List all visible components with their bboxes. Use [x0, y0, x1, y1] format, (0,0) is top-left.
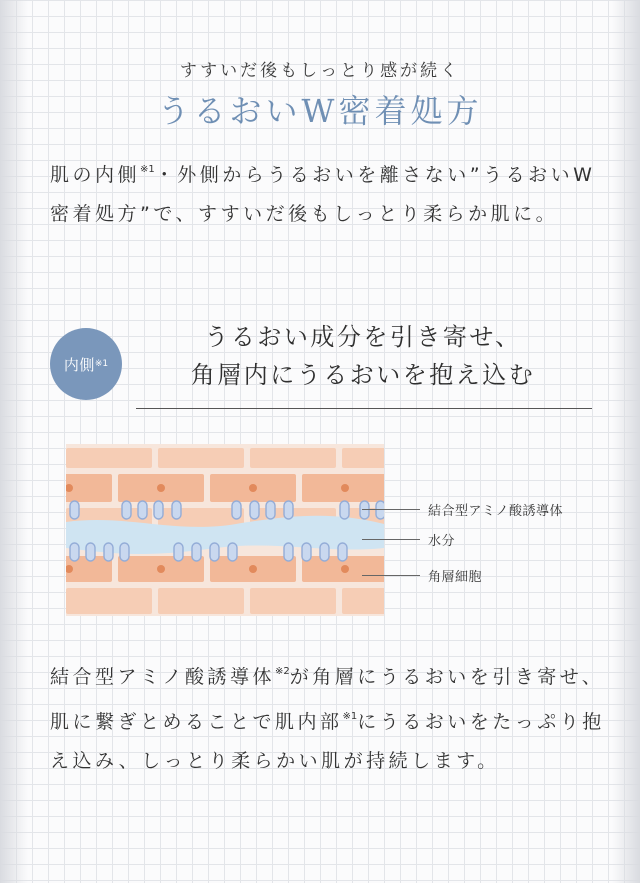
- skin-cell: [342, 448, 384, 468]
- amino-capsule: [376, 501, 384, 519]
- amino-capsule: [360, 501, 369, 519]
- inner-badge-note: ※1: [94, 359, 109, 369]
- intro-note-1: ※1: [140, 164, 155, 175]
- intro-text-2: ・外側からうるおいを離さない”うるおいW密着処方”で、すすいだ後もしっとり柔らか肌に。: [50, 164, 596, 225]
- amino-capsule: [172, 501, 181, 519]
- inner-badge: [50, 328, 122, 400]
- inner-heading-line-1: うるおい成分を引き寄せ、: [204, 323, 522, 351]
- amino-capsule: [320, 543, 329, 561]
- amino-capsule: [228, 543, 237, 561]
- amino-capsule: [104, 543, 113, 561]
- left-edge-shade: [0, 0, 28, 883]
- stratum-leader-line: [362, 575, 420, 576]
- body-note-2: ※2: [275, 666, 290, 677]
- intro-paragraph: [50, 150, 610, 234]
- skin-layer-diagram: [66, 444, 384, 616]
- cell-nucleus-dot: [341, 484, 349, 492]
- amino-capsule: [122, 501, 131, 519]
- amino-capsule: [70, 543, 79, 561]
- skin-cell: [66, 448, 152, 468]
- amino-capsule: [86, 543, 95, 561]
- skin-cell: [250, 588, 336, 614]
- skin-cell: [158, 588, 244, 614]
- label-water: 水分: [428, 534, 456, 549]
- skin-cell: [66, 588, 152, 614]
- cell-nucleus-dot: [249, 484, 257, 492]
- amino-leader-line: [362, 509, 420, 510]
- amino-capsule: [266, 501, 275, 519]
- amino-capsule: [284, 543, 293, 561]
- cell-nucleus-dot: [157, 565, 165, 573]
- body-text-1: 結合型アミノ酸誘導体: [50, 666, 276, 688]
- amino-capsule: [192, 543, 201, 561]
- body-text-2: が角層にうるおいを引き寄せ、肌に繋ぎとめることで肌内部: [50, 666, 605, 733]
- cell-nucleus-dot: [249, 565, 257, 573]
- amino-capsule: [284, 501, 293, 519]
- inner-heading: [136, 318, 590, 394]
- label-stratum-corneum-cells: 角層細胞: [428, 570, 483, 585]
- amino-capsule: [210, 543, 219, 561]
- amino-capsule: [154, 501, 163, 519]
- body-text-3: にうるおいをたっぷり抱え込み、しっとり柔らかい肌が持続します。: [50, 711, 605, 772]
- amino-capsule: [338, 543, 347, 561]
- amino-capsule: [70, 501, 79, 519]
- skin-cell: [250, 448, 336, 468]
- body-paragraph: [50, 652, 614, 781]
- amino-capsule: [302, 543, 311, 561]
- amino-capsule: [250, 501, 259, 519]
- amino-capsule: [174, 543, 183, 561]
- skin-cell: [158, 448, 244, 468]
- body-note-3: ※1: [342, 711, 358, 722]
- amino-capsule: [120, 543, 129, 561]
- section-title: うるおいW密着処方: [157, 92, 483, 130]
- inner-badge-label: 内側: [63, 355, 95, 374]
- heading-divider: [136, 408, 592, 409]
- cell-nucleus-dot: [341, 565, 349, 573]
- skin-cell: [342, 588, 384, 614]
- water-leader-line: [362, 539, 420, 540]
- section-subtitle: すすいだ後もしっとり感が続く: [179, 61, 461, 81]
- amino-capsule: [340, 501, 349, 519]
- inner-heading-line-2: 角層内にうるおいを抱え込む: [190, 361, 536, 389]
- amino-capsule: [138, 501, 147, 519]
- label-amino-acid-derivative: 結合型アミノ酸誘導体: [428, 504, 564, 519]
- amino-capsule: [232, 501, 241, 519]
- cell-nucleus-dot: [157, 484, 165, 492]
- right-edge-shade: [612, 0, 640, 883]
- intro-text-1: 肌の内側: [50, 164, 141, 186]
